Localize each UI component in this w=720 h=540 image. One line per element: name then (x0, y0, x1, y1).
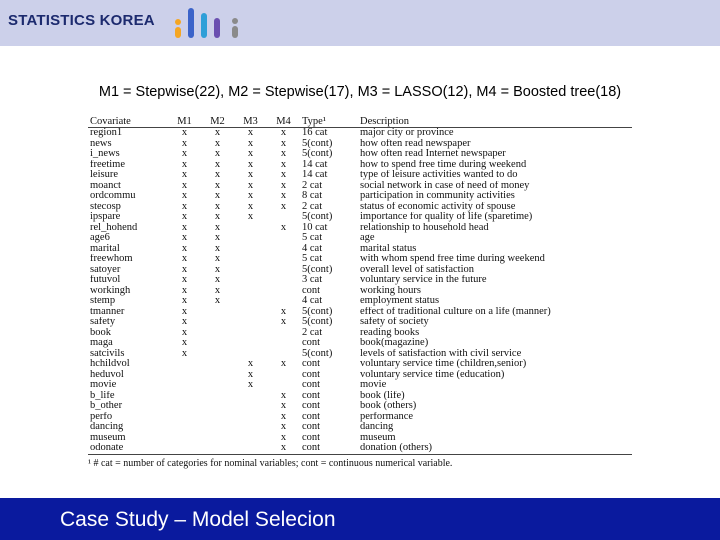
table-cell: x (280, 159, 287, 170)
table-cell: x (214, 180, 221, 191)
table-cell: region1 (90, 127, 123, 138)
table-cell: x (181, 127, 188, 138)
table-cell: 2 cat (302, 201, 323, 212)
table-cell (201, 443, 234, 454)
table-cell: safety (90, 317, 116, 327)
table-cell: x (247, 359, 254, 369)
table-row (88, 275, 632, 286)
table-row (88, 265, 632, 276)
table-cell: ordcommu (90, 191, 136, 201)
table-cell: performance (360, 411, 414, 422)
table-cell: 5(cont) (302, 348, 333, 359)
table-cell: x (214, 275, 221, 285)
table-cell: x (280, 401, 287, 411)
table-cell: cont (300, 443, 358, 454)
table-cell (201, 349, 234, 360)
table-cell: x (214, 296, 221, 306)
table-row (88, 254, 632, 265)
table-cell: x (181, 254, 188, 264)
table-cell (234, 433, 267, 444)
table-cell (234, 307, 267, 318)
table-cell: 14 cat (302, 170, 328, 180)
table-row (88, 422, 632, 433)
table-cell (234, 328, 267, 339)
table-cell: x (214, 191, 221, 201)
table-cell: social network in case of need of money (360, 180, 530, 191)
table-cell: 5(cont) (302, 138, 333, 149)
table-cell: book (others) (360, 401, 417, 411)
column-header: M3 (234, 116, 267, 128)
table-cell (267, 265, 300, 276)
table-cell (234, 412, 267, 423)
table-cell: book (90, 327, 111, 338)
table-cell: x (181, 191, 188, 201)
table-cell: x (214, 254, 221, 264)
table-cell: age (360, 233, 375, 243)
table-cell: 10 cat (302, 222, 328, 233)
table-row (88, 391, 632, 402)
table-row (88, 286, 632, 297)
table-row (88, 160, 632, 171)
table-row (88, 338, 632, 349)
table-cell: x (280, 149, 287, 159)
table-cell (234, 244, 267, 255)
table-cell: x (280, 411, 287, 422)
column-header: Covariate (88, 116, 168, 128)
table-cell: x (181, 338, 188, 348)
table-cell: 5(cont) (302, 264, 333, 275)
table-cell: major city or province (360, 127, 454, 138)
table-row (88, 317, 632, 328)
table-cell (267, 328, 300, 339)
table-cell (201, 328, 234, 339)
table-cell: x (214, 201, 221, 212)
table-cell: x (247, 138, 254, 149)
table-cell (168, 422, 201, 433)
table-cell (201, 317, 234, 328)
table-cell: x (181, 233, 188, 243)
table-cell: freewhom (90, 254, 133, 264)
table-cell: x (247, 159, 254, 170)
table-cell: importance for quality of life (sparetime) (360, 212, 533, 222)
table-cell (201, 433, 234, 444)
table-cell (234, 286, 267, 297)
table-cell: tmanner (90, 306, 125, 317)
table-cell: cont (302, 285, 321, 296)
table-cell: futuvol (90, 275, 121, 285)
table-cell: 5 cat (302, 233, 323, 243)
table-cell: maga (90, 338, 113, 348)
table-cell: cont (302, 380, 321, 390)
column-header: Description (358, 116, 632, 128)
table-cell: x (181, 275, 188, 285)
table-cell: cont (302, 390, 321, 401)
table-cell: x (280, 306, 287, 317)
table-cell: x (181, 222, 188, 233)
column-header: M2 (201, 116, 234, 128)
table-cell: x (181, 348, 188, 359)
table-row (88, 233, 632, 244)
table-cell (267, 338, 300, 349)
table-cell: 16 cat (302, 127, 328, 138)
column-header: M1 (168, 116, 201, 128)
table-cell: x (214, 264, 221, 275)
table-cell: dancing (90, 422, 124, 432)
table-cell: x (181, 159, 188, 170)
model-legend: M1 = Stepwise(22), M2 = Stepwise(17), M3 = LASSO(12), M4 = Boosted tree(18) (98, 84, 622, 100)
table-cell: x (247, 170, 254, 180)
table-cell: x (280, 222, 287, 233)
table-cell: freetime (90, 159, 125, 170)
table-cell: x (280, 432, 287, 443)
table-cell: x (247, 191, 254, 201)
table-cell: movie (360, 380, 387, 390)
table-cell: status of economic activity of spouse (360, 201, 516, 212)
table-cell: how to spend free time during weekend (360, 159, 527, 170)
table-body (88, 128, 632, 455)
statistics-korea-logo-icon (172, 4, 252, 42)
table-cell: x (214, 138, 221, 149)
table-row (88, 139, 632, 150)
table-cell: stecosp (90, 201, 121, 212)
table-cell (267, 212, 300, 223)
table-cell: x (214, 233, 221, 243)
table-cell (234, 254, 267, 265)
table-row (88, 244, 632, 255)
table-cell: overall level of satisfaction (360, 264, 474, 275)
table-cell: x (247, 127, 254, 138)
table-cell: working hours (360, 285, 421, 296)
table-cell: voluntary service time (children,senior) (360, 359, 527, 369)
table-cell (267, 296, 300, 307)
table-cell: x (280, 180, 287, 191)
table-cell (201, 391, 234, 402)
table-cell: i_news (90, 149, 120, 159)
table-row (88, 380, 632, 391)
table-cell (234, 223, 267, 234)
table-row (88, 296, 632, 307)
table-row (88, 149, 632, 160)
table-cell: x (181, 327, 188, 338)
table-row (88, 370, 632, 381)
table-cell: 5(cont) (302, 149, 333, 159)
table-cell (168, 380, 201, 391)
table-cell (201, 359, 234, 370)
table-cell: x (280, 359, 287, 369)
table-cell: x (214, 149, 221, 159)
table-cell: cont (302, 338, 321, 348)
table-cell: x (247, 201, 254, 212)
table-row (88, 307, 632, 318)
table-cell: x (181, 180, 188, 191)
table-cell: x (181, 317, 188, 327)
table-cell (168, 412, 201, 423)
table-cell (201, 370, 234, 381)
table-cell (234, 391, 267, 402)
table-cell (234, 401, 267, 412)
table-cell (234, 296, 267, 307)
table-cell: b_life (90, 390, 115, 401)
table-cell: stemp (90, 296, 116, 306)
table-cell: 5(cont) (302, 306, 333, 317)
table-cell (168, 443, 201, 454)
table-cell: x (280, 390, 287, 401)
table-cell: type of leisure activities wanted to do (360, 170, 518, 180)
table-cell: perfo (90, 411, 113, 422)
table-cell: x (247, 380, 254, 390)
table-cell: 14 cat (302, 159, 328, 170)
table-cell: rel_hohend (90, 222, 138, 233)
table-cell: voluntary service time (education) (360, 369, 505, 380)
table-cell: x (181, 243, 188, 254)
table-cell (234, 265, 267, 276)
table-cell: x (280, 170, 287, 180)
table-cell: workingh (90, 285, 131, 296)
table-cell: cont (302, 401, 321, 411)
table-cell (234, 349, 267, 360)
table-cell: 2 cat (302, 327, 323, 338)
table-cell: heduvol (90, 369, 124, 380)
table-cell (201, 380, 234, 391)
table-cell (234, 422, 267, 433)
table-header-row (88, 116, 632, 128)
table-footnote: ¹ # cat = number of categories for nominal variables; cont = continuous numerical variable. (88, 457, 453, 469)
table-cell (168, 370, 201, 381)
table-cell (201, 401, 234, 412)
table-cell: x (280, 317, 287, 327)
table-cell: news (90, 138, 112, 149)
table-cell: museum (90, 432, 126, 443)
table-cell: satoyer (90, 264, 121, 275)
column-header: Type¹ (300, 116, 358, 128)
table-cell: book(magazine) (360, 338, 429, 348)
table-cell: cont (302, 369, 321, 380)
table-cell (201, 422, 234, 433)
table-row (88, 349, 632, 360)
table-cell: x (214, 222, 221, 233)
table-cell: x (247, 212, 254, 222)
table-cell: cont (302, 422, 321, 432)
table-cell: x (214, 170, 221, 180)
table-cell: 5 cat (302, 254, 323, 264)
table-cell: moanct (90, 180, 121, 191)
table-row (88, 443, 632, 454)
footer-banner (0, 498, 720, 540)
table-cell: 8 cat (302, 191, 323, 201)
table-cell: x (181, 149, 188, 159)
table-cell: x (247, 180, 254, 191)
table-cell: hchildvol (90, 359, 130, 369)
table-cell (267, 286, 300, 297)
table-cell: x (214, 212, 221, 222)
table-cell (234, 443, 267, 454)
table-cell (168, 433, 201, 444)
table-row (88, 191, 632, 202)
table-cell: satcivils (90, 348, 125, 359)
table-cell: employment status (360, 296, 440, 306)
table-cell: dancing (360, 422, 394, 432)
table-cell (201, 307, 234, 318)
table-cell: marital (90, 243, 120, 254)
table-cell: x (247, 149, 254, 159)
table-cell: effect of traditional culture on a life (manner) (360, 306, 551, 317)
table-cell: how often read newspaper (360, 138, 471, 149)
table-cell (267, 254, 300, 265)
table-cell: 2 cat (302, 180, 323, 191)
table-row (88, 170, 632, 181)
table-row (88, 412, 632, 423)
table-cell: x (280, 422, 287, 432)
table-cell: x (280, 138, 287, 149)
table-cell: cont (302, 359, 321, 369)
table-cell: 5(cont) (302, 212, 333, 222)
table-cell: ipspare (90, 212, 121, 222)
table-cell: leisure (90, 170, 118, 180)
table-cell: x (181, 170, 188, 180)
table-cell (267, 244, 300, 255)
table-cell: levels of satisfaction with civil service (360, 348, 522, 359)
table-cell: safety of society (360, 317, 429, 327)
table-cell (234, 317, 267, 328)
table-cell (234, 233, 267, 244)
table-cell: cont (302, 432, 321, 443)
table-cell: x (214, 159, 221, 170)
table-cell: x (214, 285, 221, 296)
table-cell: x (267, 443, 300, 454)
table-row (88, 128, 632, 139)
column-header: M4 (267, 116, 300, 128)
table-cell (168, 401, 201, 412)
table-cell (267, 233, 300, 244)
header-banner (0, 0, 720, 46)
table-row (88, 328, 632, 339)
table-row (88, 359, 632, 370)
table-cell: x (214, 127, 221, 138)
table-cell (267, 275, 300, 286)
table-cell: x (247, 369, 254, 380)
table-cell: donation (others) (358, 443, 632, 454)
table-cell: participation in community activities (360, 191, 515, 201)
table-cell: reading books (360, 327, 420, 338)
table-cell: x (280, 191, 287, 201)
table-cell (267, 349, 300, 360)
table-cell: voluntary service in the future (360, 275, 487, 285)
table-cell: 4 cat (302, 243, 323, 254)
table-row (88, 212, 632, 223)
logo-text: STATISTICS KOREA (8, 12, 155, 29)
table-cell (267, 380, 300, 391)
table-cell: how often read Internet newspaper (360, 149, 506, 159)
table-cell: b_other (90, 401, 123, 411)
table-cell: marital status (360, 243, 417, 254)
table-cell: 3 cat (302, 275, 323, 285)
table-cell: x (181, 285, 188, 296)
table-cell: age6 (90, 233, 110, 243)
table-cell: 5(cont) (302, 317, 333, 327)
slide-title: Case Study – Model Selecion (60, 508, 336, 531)
table-cell (234, 338, 267, 349)
table-cell: x (181, 212, 188, 222)
table-row (88, 401, 632, 412)
table-cell: movie (90, 380, 117, 390)
table-row (88, 181, 632, 192)
table-row (88, 223, 632, 234)
table-cell: book (life) (360, 390, 405, 401)
table-cell: x (214, 243, 221, 254)
table-cell: cont (302, 411, 321, 422)
table-cell: x (181, 138, 188, 149)
table-cell: odonate (88, 443, 168, 454)
table-cell (168, 391, 201, 402)
table-cell: x (181, 306, 188, 317)
table-cell: museum (360, 432, 396, 443)
covariate-table-container (88, 116, 632, 470)
table-cell: with whom spend free time during weekend (360, 254, 545, 264)
table-cell: 4 cat (302, 296, 323, 306)
table-cell (201, 412, 234, 423)
table-cell: x (280, 201, 287, 212)
table-cell (267, 370, 300, 381)
table-row (88, 433, 632, 444)
covariate-table (88, 116, 632, 455)
table-cell (168, 359, 201, 370)
table-cell (201, 338, 234, 349)
table-cell: x (181, 296, 188, 306)
table-cell (234, 275, 267, 286)
table-row (88, 202, 632, 213)
table-cell: relationship to household head (360, 222, 489, 233)
table-cell: x (181, 201, 188, 212)
table-cell: x (181, 264, 188, 275)
table-cell: x (280, 127, 287, 138)
